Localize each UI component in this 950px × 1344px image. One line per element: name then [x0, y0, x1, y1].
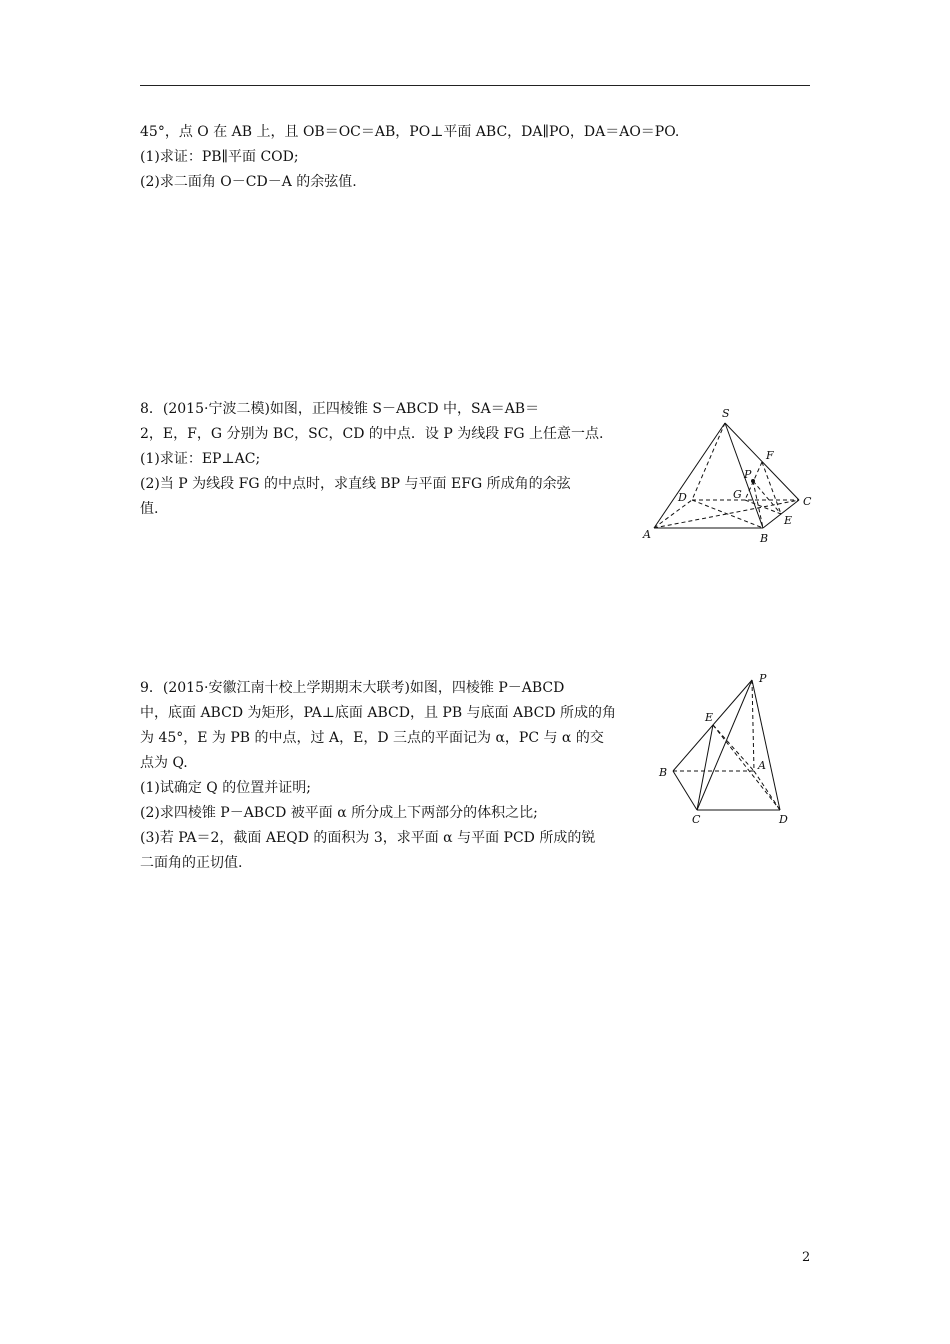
pyramid-figure-sabcd	[638, 400, 818, 548]
problem-7-question-2: (2)求二面角 O－CD－A 的余弦值.	[140, 174, 357, 190]
label-A: A	[758, 759, 766, 772]
problem-8-question-2-cont: 值.	[140, 501, 159, 517]
page-number: 2	[802, 1250, 811, 1265]
label-C: C	[692, 813, 701, 826]
problem-9-question-1: (1)试确定 Q 的位置并证明;	[140, 780, 311, 796]
problem-9-statement-line-4: 点为 Q.	[140, 755, 188, 771]
label-P: P	[759, 672, 767, 685]
problem-9-question-3-cont: 二面角的正切值.	[140, 855, 243, 871]
problem-8	[140, 397, 603, 522]
problem-7-statement: 45°，点 O 在 AB 上，且 OB＝OC＝AB，PO⊥平面 ABC，DA∥PO，DA＝AO＝PO.	[140, 124, 680, 140]
label-A: A	[643, 528, 651, 541]
problem-9-statement-line-3: 为 45°，E 为 PB 的中点，过 A，E，D 三点的平面记为 α，PC 与 α 的交	[140, 730, 604, 746]
problem-7	[140, 120, 679, 195]
label-F: F	[766, 449, 774, 462]
problem-9-statement-line-2: 中，底面 ABCD 为矩形，PA⊥底面 ABCD，且 PB 与底面 ABCD 所成的角	[140, 705, 617, 721]
problem-9-statement-line-1: 9．(2015·安徽江南十校上学期期末大联考)如图，四棱锥 P－ABCD	[140, 680, 565, 696]
label-E: E	[705, 711, 714, 724]
header-rule	[140, 85, 810, 86]
label-S: S	[722, 407, 730, 420]
problem-7-question-1: (1)求证：PB∥平面 COD;	[140, 149, 299, 165]
label-G: G	[733, 488, 742, 501]
problem-8-statement-line-1: 8．(2015·宁波二模)如图，正四棱锥 S－ABCD 中，SA＝AB＝	[140, 401, 540, 417]
problem-8-question-1: (1)求证：EP⊥AC;	[140, 451, 261, 467]
problem-9	[140, 676, 616, 876]
label-B: B	[760, 532, 769, 545]
problem-8-statement-line-2: 2，E，F，G 分别为 BC，SC，CD 的中点．设 P 为线段 FG 上任意一点.	[140, 426, 604, 442]
problem-9-question-3: (3)若 PA＝2，截面 AEQD 的面积为 3，求平面 α 与平面 PCD 所成的锐	[140, 830, 596, 846]
label-E: E	[784, 514, 793, 527]
label-D: D	[779, 813, 788, 826]
label-P: P	[744, 468, 752, 481]
problem-9-question-2: (2)求四棱锥 P－ABCD 被平面 α 所分成上下两部分的体积之比;	[140, 805, 538, 821]
problem-8-question-2: (2)当 P 为线段 FG 的中点时，求直线 BP 与平面 EFG 所成角的余弦	[140, 476, 571, 492]
pyramid-figure-pabcd	[655, 670, 805, 830]
label-D: D	[678, 491, 687, 504]
label-C: C	[803, 495, 812, 508]
label-B: B	[659, 766, 668, 779]
